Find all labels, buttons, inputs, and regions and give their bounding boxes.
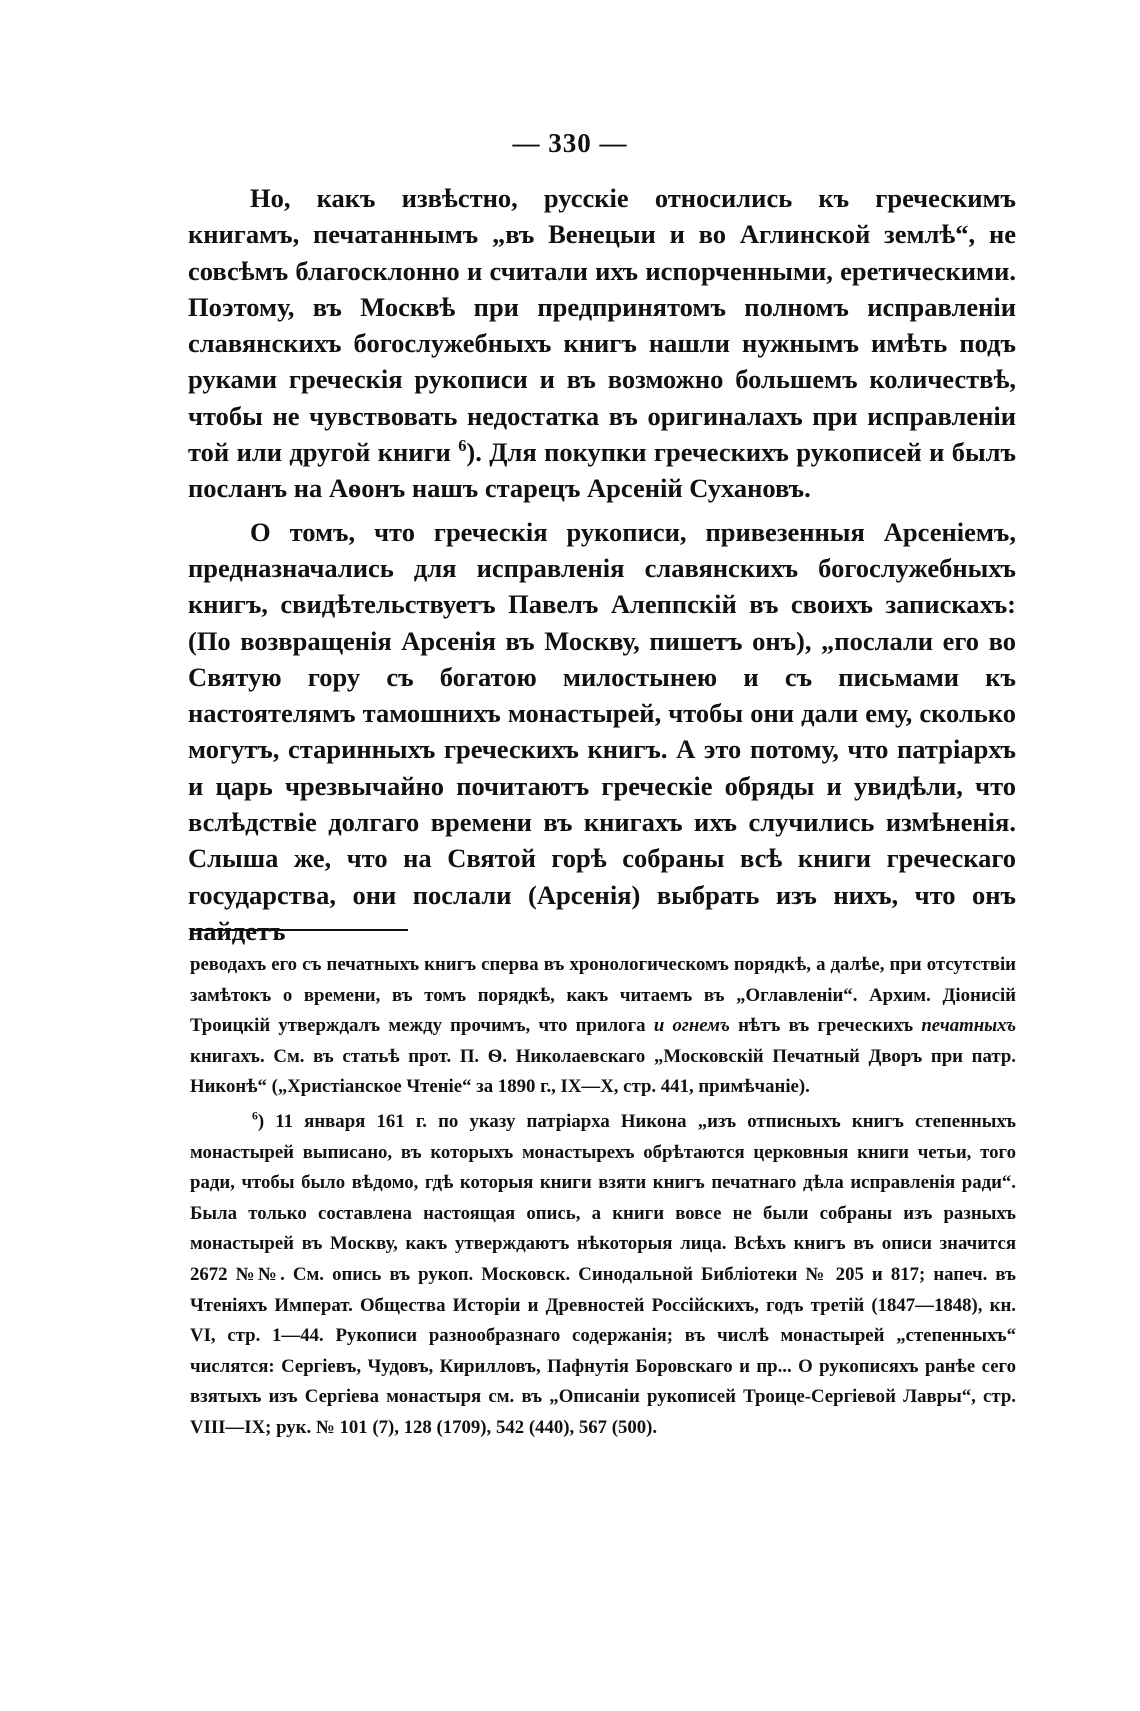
footnote-text: реводахъ его съ печатныхъ книгъ сперва въ хронологическомъ порядкѣ, а далѣе, при отсутствіи замѣтокъ о времени, въ томъ порядкѣ, какъ читаемъ въ „Оглавленіи“. Архим. Діонисій Троицкій утверждалъ между прочимъ, что прилога <box>190 954 1016 1037</box>
footnote-text: книгахъ. См. въ статьѣ прот. П. Ѳ. Николаевскаго „Московскій Печатный Дворъ при патр. Никонѣ“ („Христіанское Чтеніе“ за 1890 г., IX—X, стр. 441, примѣчаніе). <box>190 1045 1016 1098</box>
paragraph-text: О томъ, что греческія рукописи, привезенныя Арсеніемъ, предназначались для исправленія славянскихъ богослужебныхъ книгъ, свидѣтельствуетъ Павелъ Алеппскій въ своихъ запискахъ: (По возвращенія Арсенія въ Москву, пишетъ онъ), „послали его во Святую гору съ богатою милостынею и съ письмами къ настоятелямъ тамошнихъ монастырей, чтобы они дали ему, сколько могутъ, старинныхъ греческихъ книгъ. А это потому, что патріархъ и царь чрезвычайно почитаютъ греческіе обряды и увидѣли, что вслѣдствіе долгаго времени въ книгахъ ихъ случились измѣненія. Слыша же, что на Святой горѣ собраны всѣ книги греческаго государства, они послали (Арсенія) выбрать изъ нихъ, что онъ найдетъ <box>188 516 1016 946</box>
footnotes <box>190 950 1016 1444</box>
paragraph <box>188 180 1016 507</box>
footnote-text: ) 11 января 161 г. по указу патріарха Никона „изъ отписныхъ книгъ степенныхъ монастырей выписано, въ которыхъ монастырехъ обрѣтаются церковныя книги четьи, того ради, чтобы было вѣдомо, гдѣ которыя книги взяти книгъ печатнаго дѣла исправленія ради“. Была только составлена настоящая опись, а книги вовсе не были собраны изъ разныхъ монастырей въ Москву, какъ утверждаютъ нѣкоторыя лица. Всѣхъ книгъ въ описи значится 2672 №№. См. опись въ рукоп. Московск. Синодальной Библіотеки № 205 и 817; напеч. въ Чтеніяхъ Императ. Общества Исторіи и Древностей Россійскихъ, годъ третій (1847—1848), кн. VI, стр. 1—44. Рукописи разнообразнаго содержанія; въ числѣ монастырей „степенныхъ“ числятся: Сергіевъ, Чудовъ, Кирилловъ, Пафнутія Боровскаго и пр... О рукописяхъ ранѣе сего взятыхъ изъ Сергіева монастыря см. въ „Описаніи рукописей Троице-Сергіевой Лавры“, стр. VIII—IX; рук. № 101 (7), 128 (1709), 542 (440), 567 (500). <box>190 1110 1016 1438</box>
paragraph-text: ). Для покупки греческихъ рукописей и былъ посланъ на Аѳонъ нашъ старецъ Арсеній Сухановъ. <box>188 437 1016 504</box>
footnote-text: нѣтъ въ греческихъ <box>738 1015 914 1037</box>
footnote-continuation <box>190 950 1016 1103</box>
main-text <box>188 180 1016 949</box>
footnote-reference: 6 <box>458 436 467 456</box>
footnote-6 <box>190 1107 1016 1444</box>
paragraph <box>188 514 1016 950</box>
footnote-italic: и огнемъ <box>653 1015 730 1037</box>
footnote-separator <box>190 929 408 931</box>
footnote-italic: печатныхъ <box>921 1015 1016 1037</box>
footnote-mark: 6 <box>252 1109 258 1123</box>
paragraph-text: Но, какъ извѣстно, русскіе относились къ греческимъ книгамъ, печатаннымъ „въ Венецыи и во Аглинской землѣ“, не совсѣмъ благосклонно и считали ихъ испорченными, еретическими. Поэтому, въ Москвѣ при предпринятомъ полномъ исправленіи славянскихъ богослужебныхъ книгъ нашли нужнымъ имѣть подъ руками греческія рукописи и въ возможно большемъ количествѣ, чтобы не чувствовать недостатка въ оригиналахъ при исправленіи той или другой книги <box>188 183 1016 468</box>
page-number: — 330 — <box>512 128 628 158</box>
